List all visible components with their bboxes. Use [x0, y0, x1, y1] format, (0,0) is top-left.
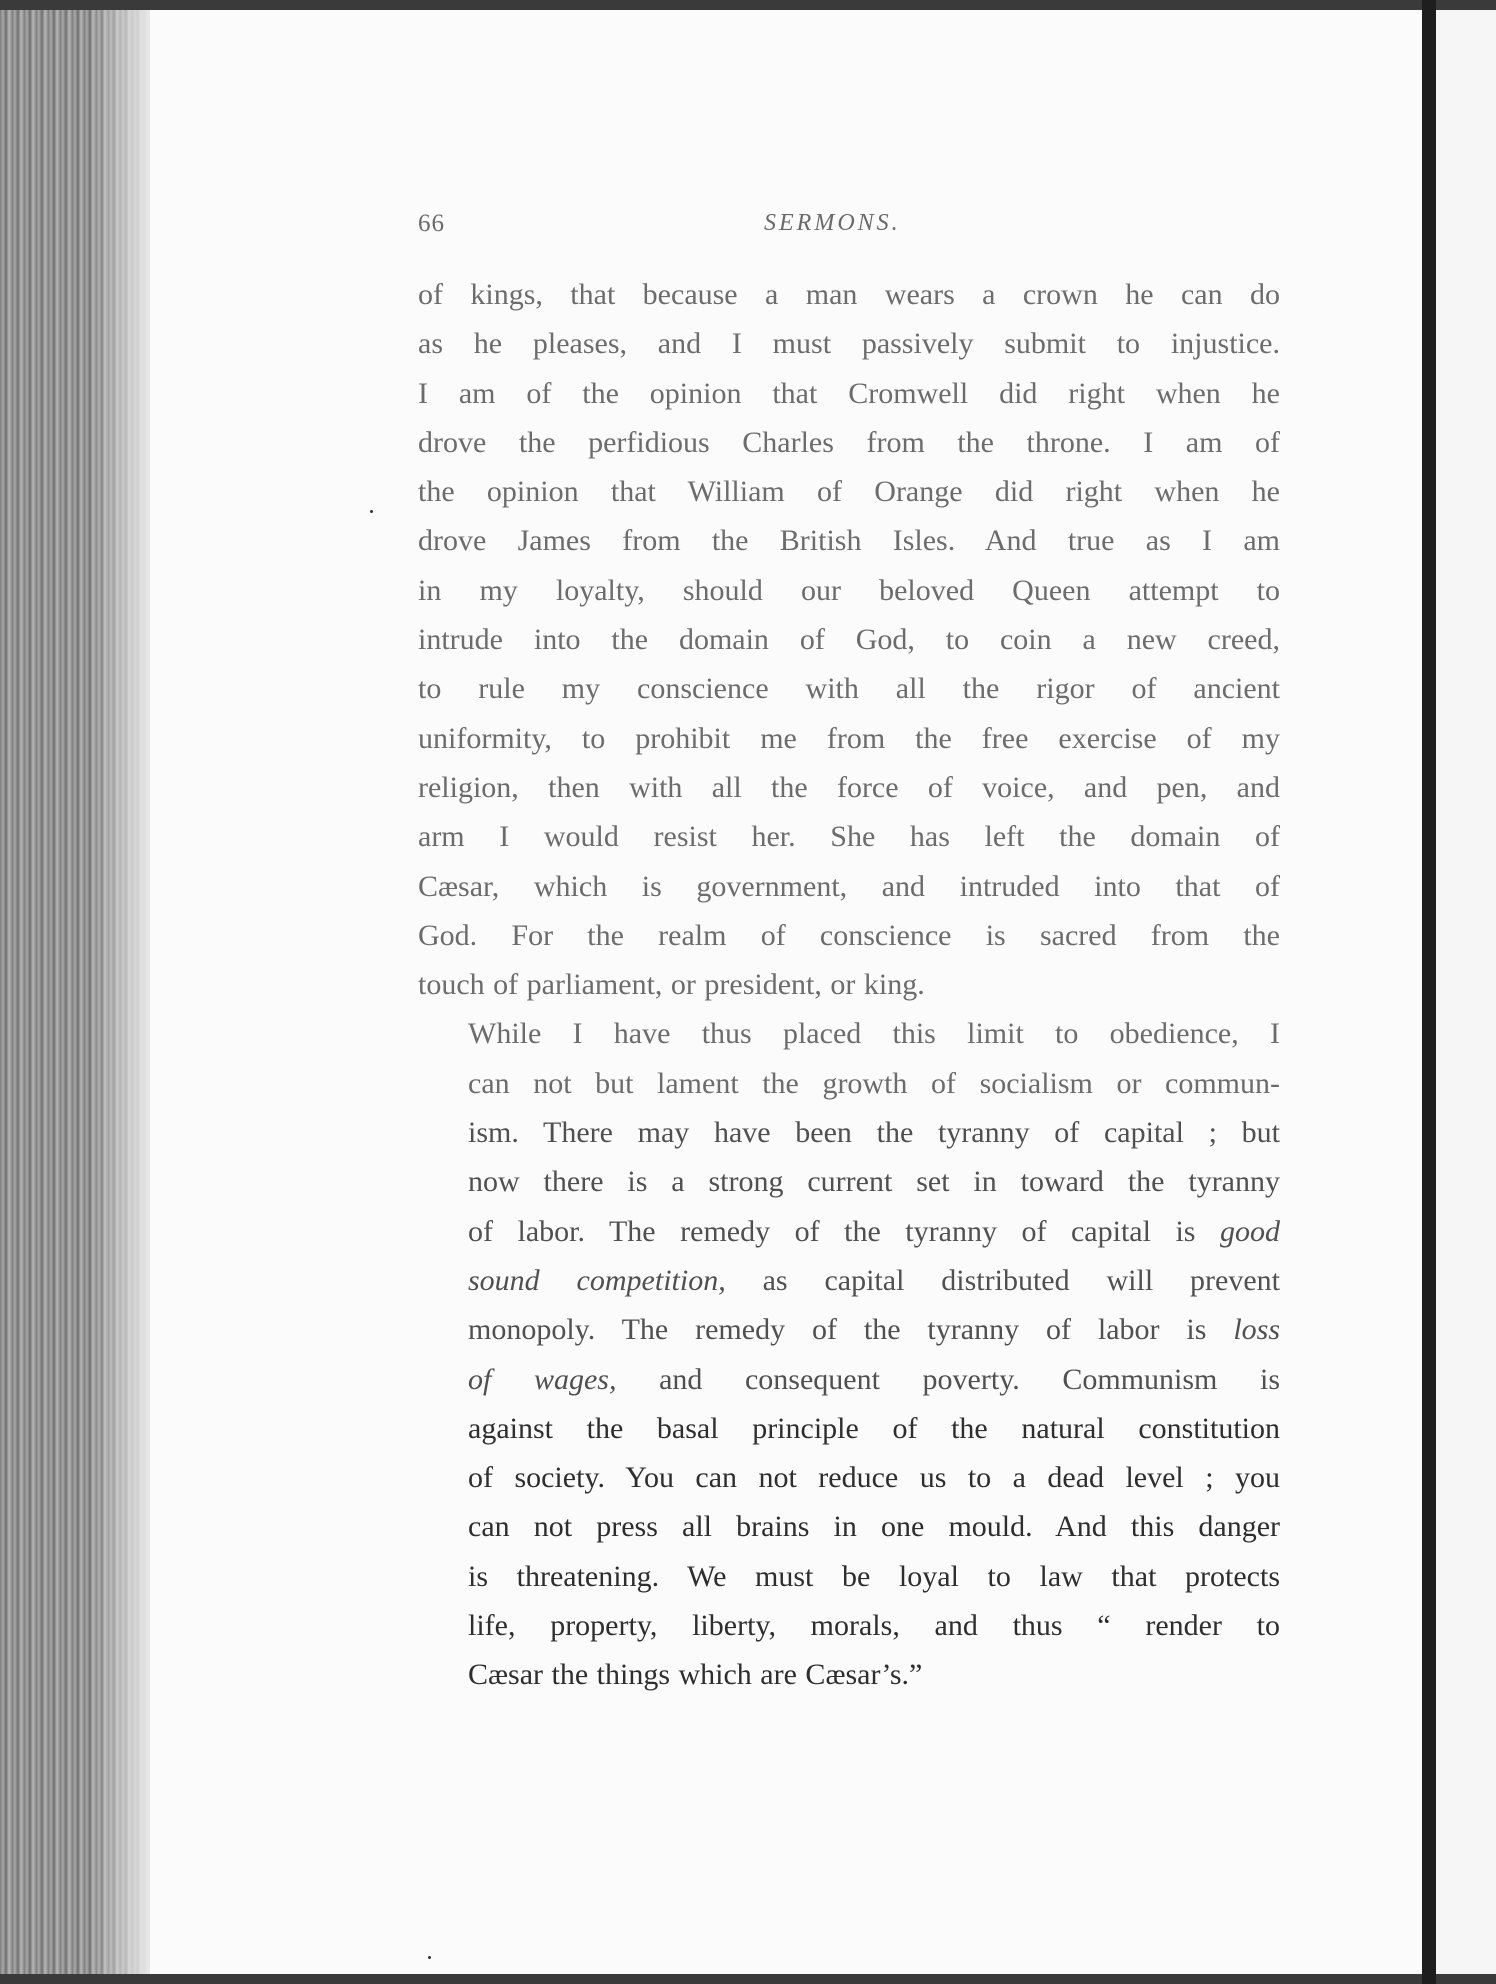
speck-mark — [370, 510, 373, 513]
emphasis-text: of wages, — [468, 1362, 617, 1396]
text-line: can not press all brains in one mould. And this danger — [468, 1510, 1280, 1544]
text-segment: monopoly. The remedy of the tyranny of labor is — [468, 1313, 1234, 1347]
text-line: touch of parliament, or president, or king. — [418, 968, 925, 1002]
text-line: in my loyalty, should our beloved Queen attempt to — [418, 573, 1280, 607]
text-line: can not but lament the growth of socialism or commun- — [468, 1066, 1280, 1100]
text-line: God. For the realm of conscience is sacred from the — [418, 918, 1280, 952]
text-line: to rule my conscience with all the rigor of ancient — [418, 672, 1280, 706]
text-line: I am of the opinion that Cromwell did right when he — [418, 376, 1280, 410]
text-line: intrude into the domain of God, to coin a new creed, — [418, 623, 1280, 657]
text-line: arm I would resist her. She has left the domain of — [418, 820, 1280, 854]
text-line: is threatening. We must be loyal to law that protects — [468, 1559, 1280, 1593]
text-segment: as capital distributed will prevent — [725, 1263, 1281, 1297]
text-line — [418, 1355, 1280, 1404]
text-line: the opinion that William of Orange did right when he — [418, 475, 1280, 509]
text-line — [418, 1305, 1280, 1354]
text-line: of society. You can not reduce us to a dead level ; you — [468, 1461, 1280, 1495]
text-line: as he pleases, and I must passively submit to injustice. — [418, 327, 1280, 361]
emphasis-text: good — [1220, 1214, 1280, 1248]
body-text — [418, 270, 1280, 1700]
speck-mark — [428, 1956, 431, 1959]
page-number: 66 — [418, 210, 445, 237]
page-header — [418, 210, 1280, 240]
text-line: Cæsar the things which are Cæsar’s.” — [468, 1658, 923, 1692]
text-line: life, property, liberty, morals, and thus “ render to — [468, 1609, 1280, 1643]
text-segment: of labor. The remedy of the tyranny of capital is — [468, 1214, 1220, 1248]
page-edge-shading — [90, 10, 150, 1974]
text-line: uniformity, to prohibit me from the free exercise of my — [418, 721, 1280, 755]
book-gutter — [1422, 0, 1436, 1984]
text-line: While I have thus placed this limit to obedience, I — [468, 1017, 1280, 1051]
text-line: religion, then with all the force of voice, and pen, and — [418, 770, 1280, 804]
text-line: of kings, that because a man wears a crown he can do — [418, 278, 1280, 311]
running-title: SERMONS. — [764, 210, 901, 236]
text-line: now there is a strong current set in toward the tyranny — [468, 1165, 1280, 1199]
text-line — [418, 1256, 1280, 1305]
emphasis-text: sound competition, — [468, 1263, 726, 1297]
text-line — [418, 1207, 1280, 1256]
paragraph-1 — [418, 270, 1280, 1009]
text-line: drove James from the British Isles. And true as I am — [418, 524, 1280, 558]
text-line: ism. There may have been the tyranny of capital ; but — [468, 1116, 1280, 1150]
text-line: against the basal principle of the natural constitution — [468, 1411, 1280, 1445]
paragraph-2 — [418, 1009, 1280, 1699]
text-line: drove the perfidious Charles from the throne. I am of — [418, 425, 1280, 459]
facing-page-edge — [1436, 10, 1496, 1974]
emphasis-text: loss — [1233, 1313, 1280, 1347]
text-segment: and consequent poverty. Communism is — [616, 1362, 1280, 1396]
text-line: Cæsar, which is government, and intruded into that of — [418, 869, 1280, 903]
